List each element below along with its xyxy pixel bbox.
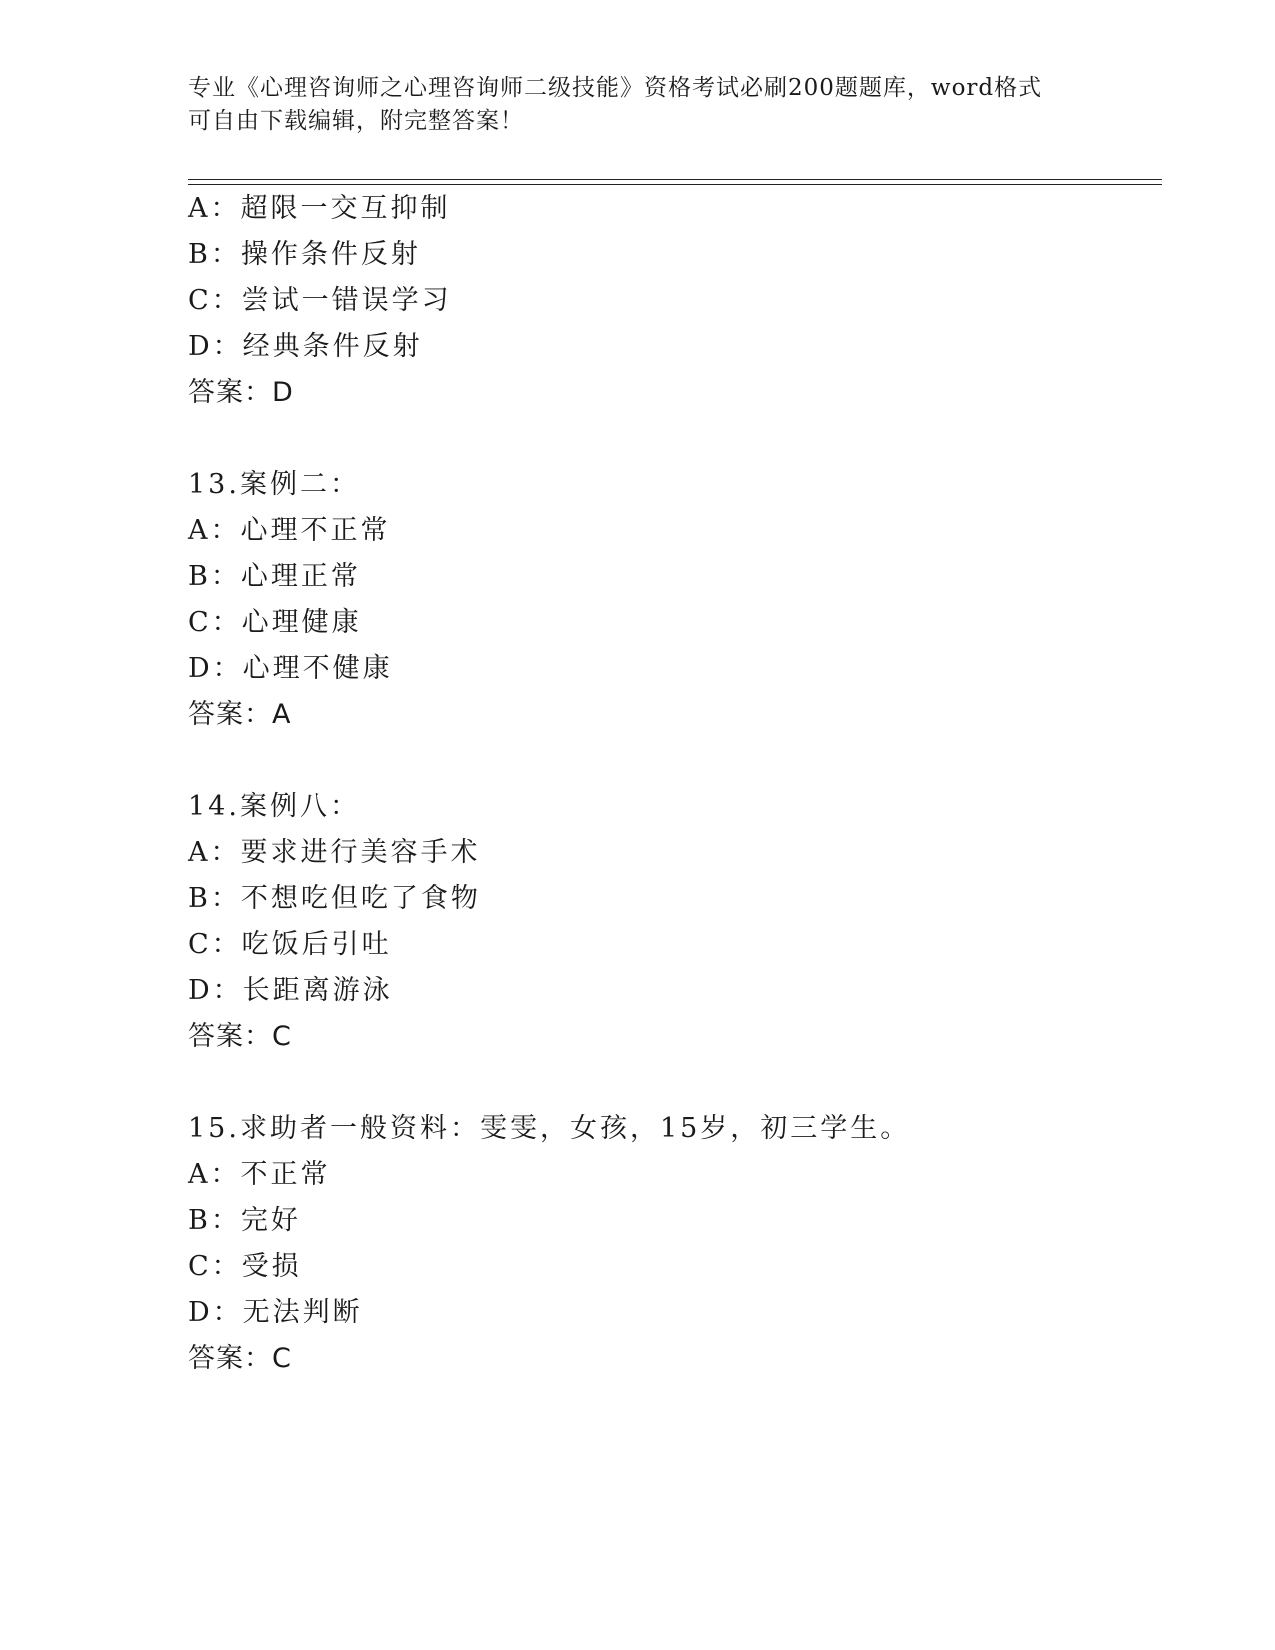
header-line-1: 专业《心理咨询师之心理咨询师二级技能》资格考试必刷200题题库，word格式 — [188, 75, 1043, 101]
spacer — [188, 1060, 1148, 1106]
question-block-15 — [188, 1106, 1148, 1382]
option-d: D：无法判断 — [188, 1297, 363, 1328]
header-line-2: 可自由下载编辑，附完整答案！ — [188, 108, 524, 134]
option-a: A：不正常 — [188, 1159, 331, 1190]
question-content — [188, 186, 1148, 1382]
answer-line: 答案：C — [188, 1343, 292, 1374]
option-d: D：长距离游泳 — [188, 975, 393, 1006]
header-divider-top — [188, 179, 1162, 180]
option-d: D：经典条件反射 — [188, 331, 423, 362]
spacer — [188, 416, 1148, 462]
question-block-13 — [188, 462, 1148, 738]
question-title: 14.案例八： — [188, 791, 360, 822]
option-c: C：心理健康 — [188, 607, 362, 638]
option-b: B：完好 — [188, 1205, 301, 1236]
answer-line: 答案：C — [188, 1021, 292, 1052]
document-header — [188, 72, 1088, 138]
option-b: B：心理正常 — [188, 561, 361, 592]
question-title: 15.求助者一般资料：雯雯，女孩，15岁，初三学生。 — [188, 1113, 911, 1144]
option-a: A：超限一交互抑制 — [188, 193, 451, 224]
question-title: 13.案例二： — [188, 469, 360, 500]
question-block-12 — [188, 186, 1148, 416]
answer-line: 答案：D — [188, 377, 294, 408]
answer-line: 答案：A — [188, 699, 292, 730]
option-c: C：受损 — [188, 1251, 302, 1282]
option-c: C：尝试一错误学习 — [188, 285, 452, 316]
spacer — [188, 738, 1148, 784]
option-b: B：操作条件反射 — [188, 239, 421, 270]
option-c: C：吃饭后引吐 — [188, 929, 392, 960]
option-d: D：心理不健康 — [188, 653, 393, 684]
option-a: A：心理不正常 — [188, 515, 391, 546]
question-block-14 — [188, 784, 1148, 1060]
option-a: A：要求进行美容手术 — [188, 837, 481, 868]
option-b: B：不想吃但吃了食物 — [188, 883, 481, 914]
header-divider-bottom — [188, 184, 1162, 185]
